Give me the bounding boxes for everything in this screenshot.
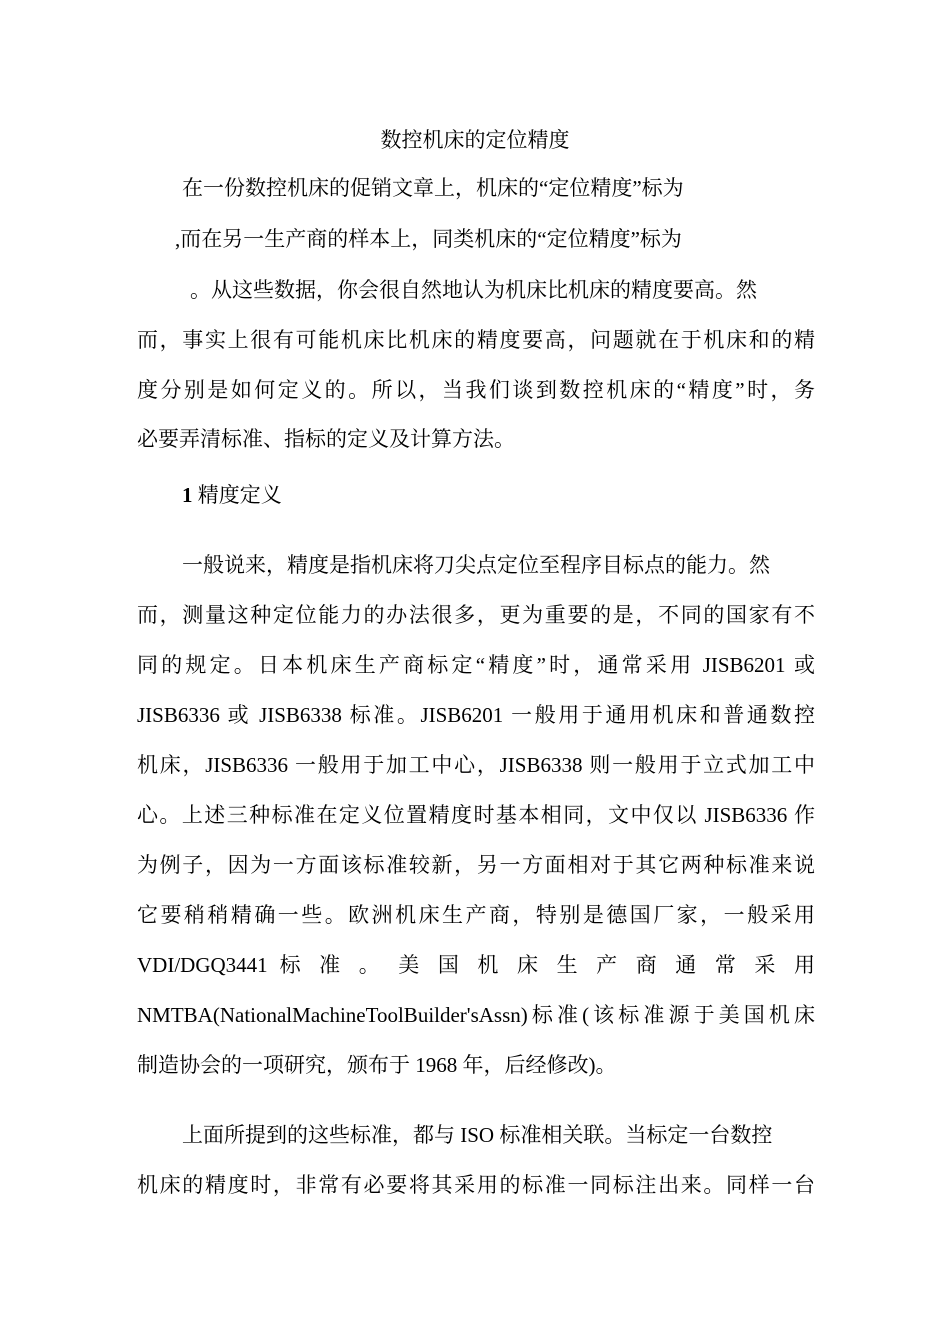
section-heading	[182, 480, 282, 510]
intro-line-3: 。从这些数据，你会很自然地认为机床比机床的精度要高。然	[190, 278, 757, 302]
para2-line-6: 心。上述三种标准在定义位置精度时基本相同，文中仅以 JISB6336 作	[137, 803, 815, 827]
intro-line-5: 度分别是如何定义的。所以，当我们谈到数控机床的“精度”时，务	[137, 378, 815, 402]
document-title: 数控机床的定位精度	[380, 128, 570, 152]
para2-line-1: 一般说来，精度是指机床将刀尖点定位至程序目标点的能力。然	[182, 553, 770, 577]
para2-line-11: 制造协会的一项研究，颁布于 1968 年，后经修改)。	[137, 1053, 617, 1077]
para3-line-2: 机床的精度时，非常有必要将其采用的标准一同标注出来。同样一台	[137, 1173, 815, 1197]
intro-line-1: 在一份数控机床的促销文章上，机床的“定位精度”标为	[182, 176, 684, 200]
para2-line-3: 同的规定。日本机床生产商标定“精度”时，通常采用 JISB6201 或	[137, 653, 815, 677]
para2-line-5: 机床，JISB6336 一般用于加工中心，JISB6338 则一般用于立式加工中	[137, 753, 815, 777]
intro-line-4: 而，事实上很有可能机床比机床的精度要高，问题就在于机床和的精	[137, 328, 815, 352]
section-number: 1	[182, 483, 193, 507]
para2-line-4: JISB6336 或 JISB6338 标准。JISB6201 一般用于通用机床和普通数控	[137, 703, 815, 727]
section-title: 精度定义	[197, 483, 282, 507]
intro-line-2: ,而在另一生产商的样本上，同类机床的“定位精度”标为	[175, 227, 682, 251]
para2-line-7: 为例子，因为一方面该标准较新，另一方面相对于其它两种标准来说	[137, 853, 815, 877]
para2-line-2: 而，测量这种定位能力的办法很多，更为重要的是，不同的国家有不	[137, 603, 815, 627]
intro-line-6: 必要弄清标准、指标的定义及计算方法。	[137, 427, 515, 451]
para2-line-10: NMTBA(NationalMachineToolBuilder'sAssn)标准(该标准源于美国机床	[137, 1003, 815, 1027]
para3-line-1: 上面所提到的这些标准，都与 ISO 标准相关联。当标定一台数控	[182, 1123, 773, 1147]
para2-line-8: 它要稍稍精确一些。欧洲机床生产商，特别是德国厂家，一般采用	[137, 903, 815, 927]
para2-line-9: VDI/DGQ3441 标 准 。 美 国 机 床 生 产 商 通 常 采 用	[137, 953, 815, 977]
